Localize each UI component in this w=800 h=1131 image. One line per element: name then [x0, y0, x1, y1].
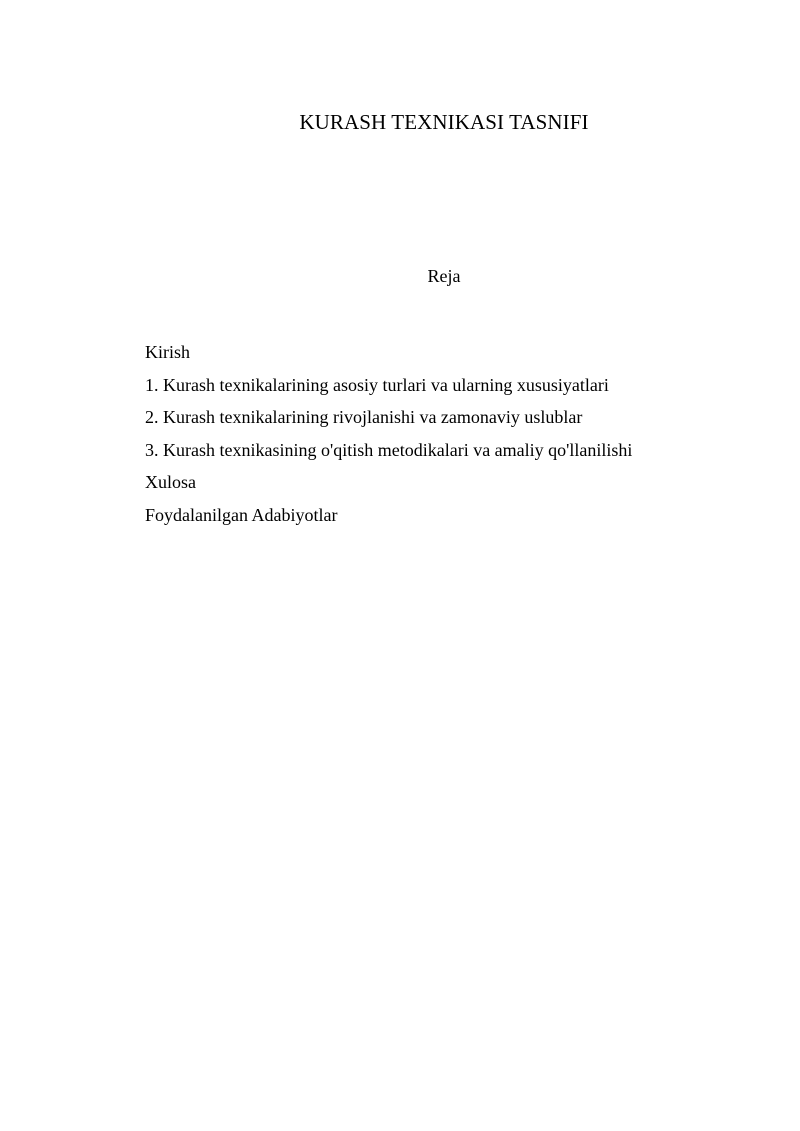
- plan-list: [145, 336, 632, 531]
- plan-item-3: 3. Kurash texnikasining o'qitish metodikalari va amaliy qo'llanilishi: [145, 439, 633, 460]
- plan-item-references: Foydalanilgan Adabiyotlar: [145, 504, 338, 525]
- plan-item-introduction: Kirish: [145, 342, 190, 362]
- plan-item-2: 2. Kurash texnikalarining rivojlanishi va zamonaviy uslublar: [145, 407, 583, 427]
- document-title: KURASH TEXNIKASI TASNIFI: [299, 110, 589, 134]
- plan-item-conclusion: Xulosa: [145, 472, 196, 492]
- plan-item-1: 1. Kurash texnikalarining asosiy turlari va ularning xususiyatlari: [145, 374, 609, 395]
- plan-heading: Reja: [427, 266, 461, 286]
